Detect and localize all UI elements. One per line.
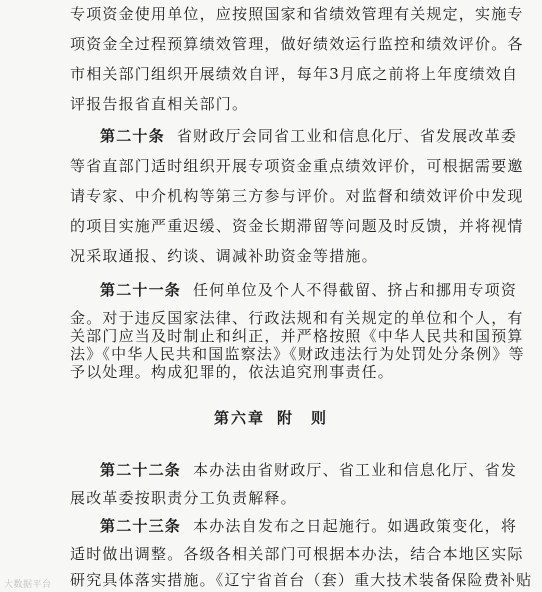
chapter-title: 附 则	[277, 409, 329, 427]
paragraph-line: 等省直部门适时组织开展专项资金重点绩效评价，可根据需要邀	[70, 157, 524, 175]
paragraph-line: 关部门应当及时制止和纠正，并严格按照《中华人民共和国预算	[70, 327, 524, 345]
paragraph-line: 法》《中华人民共和国监察法》《财政违法行为处罚处分条例》等	[70, 345, 525, 363]
paragraph-line: 市相关部门组织开展绩效自评，每年3月底之前将上年度绩效自	[70, 65, 519, 83]
paragraph-line: 展改革委按职责分工负责解释。	[70, 489, 297, 507]
chapter-number: 第六章	[213, 409, 265, 427]
paragraph-line: 予以处理。构成犯罪的，依法追究刑事责任。	[70, 363, 395, 381]
paragraph-line: 项资金全过程预算绩效管理，做好绩效运行监控和绩效评价。各	[70, 35, 524, 53]
chapter-heading	[0, 407, 542, 428]
article-20-first-line	[100, 126, 518, 146]
article-20-label: 第二十条	[100, 127, 165, 145]
article-23-label: 第二十三条	[100, 517, 182, 535]
paragraph-line: 专项资金使用单位，应按照国家和省绩效管理有关规定，实施专	[70, 5, 524, 23]
article-23-text: 本办法自发布之日起施行。如遇政策变化，将	[193, 517, 518, 535]
article-22-first-line	[100, 460, 518, 480]
paragraph-line: 请专家、中介机构等第三方参与评价。对监督和绩效评价中发现	[70, 187, 524, 205]
article-21-label: 第二十一条	[100, 281, 182, 299]
paragraph-line: 的项目实施严重迟缓、资金长期滞留等问题及时反馈，并将视情	[70, 217, 524, 235]
article-21-first-line	[100, 280, 518, 300]
article-20-text: 省财政厅会同省工业和信息化厅、省发展改革委	[176, 127, 518, 145]
article-22-label: 第二十二条	[100, 461, 182, 479]
article-23-first-line	[100, 516, 518, 536]
article-22-text: 本办法由省财政厅、省工业和信息化厅、省发	[193, 461, 518, 479]
paragraph-line: 研究具体落实措施。《辽宁省首台（套）重大技术装备保险费补贴	[70, 571, 533, 589]
paragraph-line: 金。对于违反国家法律、行政法规和有关规定的单位和个人，有	[70, 309, 524, 327]
paragraph-line: 评报告报省直相关部门。	[70, 95, 249, 113]
paragraph-line: 适时做出调整。各级各相关部门可根据本办法，结合本地区实际	[70, 545, 524, 563]
paragraph-line: 况采取通报、约谈、调减补助资金等措施。	[70, 247, 378, 265]
article-21-text: 任何单位及个人不得截留、挤占和挪用专项资	[193, 281, 518, 299]
watermark: 大数据平台	[4, 580, 52, 590]
